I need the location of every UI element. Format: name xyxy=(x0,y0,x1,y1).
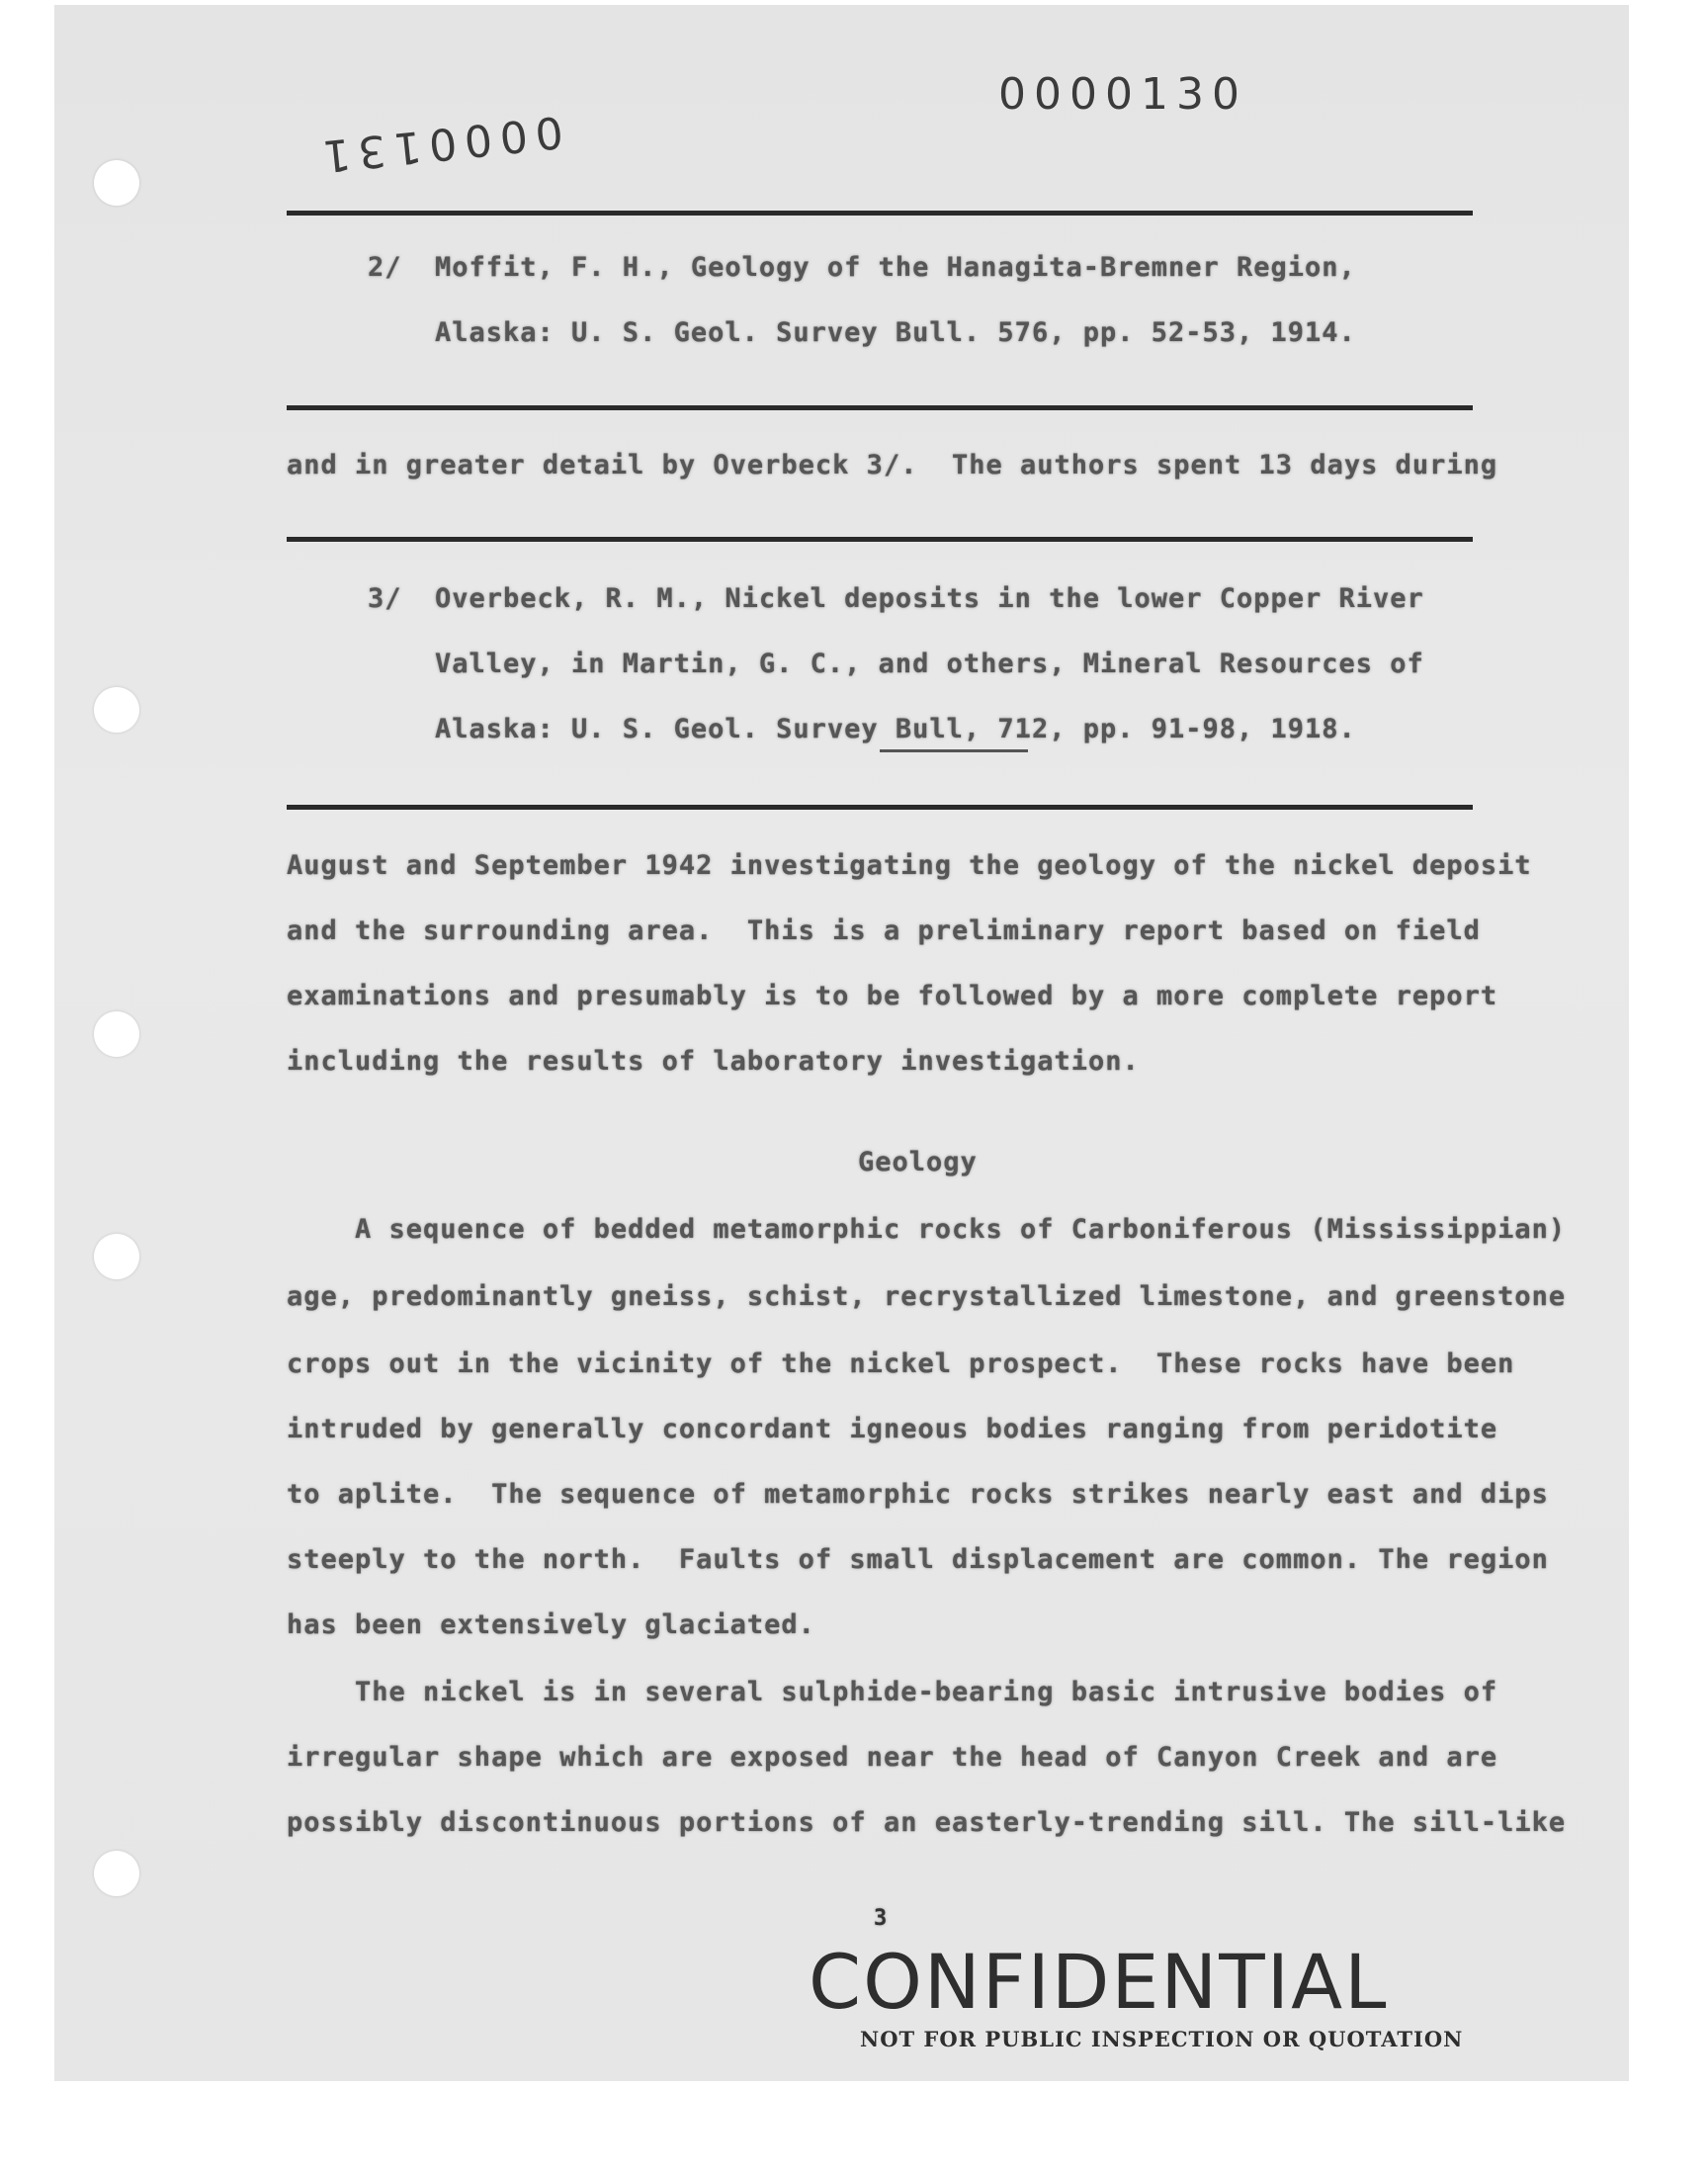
handwritten-page-number: 0000130 xyxy=(998,69,1247,120)
paragraph-line: August and September 1942 investigating the geology of the nickel deposit xyxy=(287,850,1532,881)
paragraph-line: and the surrounding area. This is a preliminary report based on field xyxy=(287,915,1481,946)
body-text-line: and in greater detail by Overbeck 3/. The authors spent 13 days during xyxy=(287,450,1498,480)
paragraph-line: steeply to the north. Faults of small displacement are common. The region xyxy=(287,1544,1549,1575)
footnote-mark: 3/ xyxy=(368,583,402,614)
punch-hole xyxy=(94,1234,139,1279)
handwritten-underline xyxy=(880,749,1028,752)
divider-rule xyxy=(287,537,1473,542)
divider-rule xyxy=(287,805,1473,810)
paragraph-line: examinations and presumably is to be followed by a more complete report xyxy=(287,981,1498,1011)
paragraph-line: possibly discontinuous portions of an easterly-trending sill. The sill-like xyxy=(287,1807,1567,1838)
paragraph-line: irregular shape which are exposed near the head of Canyon Creek and are xyxy=(287,1742,1498,1773)
footnote-line: Alaska: U. S. Geol. Survey Bull. 576, pp. 52-53, 1914. xyxy=(435,317,1356,348)
page-number: 3 xyxy=(874,1906,889,1931)
paragraph-line: to aplite. The sequence of metamorphic rocks strikes nearly east and dips xyxy=(287,1479,1549,1510)
divider-rule xyxy=(287,211,1473,216)
paragraph-line: The nickel is in several sulphide-bearing basic intrusive bodies of xyxy=(287,1677,1498,1707)
paragraph-line: intruded by generally concordant igneous bodies ranging from peridotite xyxy=(287,1414,1498,1444)
punch-hole xyxy=(94,160,139,206)
footnote-mark: 2/ xyxy=(368,252,402,283)
section-heading: Geology xyxy=(858,1147,978,1177)
divider-rule xyxy=(287,405,1473,410)
paragraph-line: including the results of laboratory investigation. xyxy=(287,1046,1140,1077)
punch-hole xyxy=(94,1851,139,1896)
confidential-stamp: CONFIDENTIAL xyxy=(809,1938,1389,2026)
punch-hole xyxy=(94,1011,139,1057)
paragraph-line: A sequence of bedded metamorphic rocks of Carboniferous (Mississippian) xyxy=(287,1214,1567,1245)
paragraph-line: crops out in the vicinity of the nickel prospect. These rocks have been xyxy=(287,1348,1515,1379)
footnote-line: Valley, in Martin, G. C., and others, Mineral Resources of xyxy=(435,649,1424,679)
paragraph-line: has been extensively glaciated. xyxy=(287,1610,815,1640)
handwritten-number-text: 0000131 xyxy=(312,105,565,183)
paragraph-line: age, predominantly gneiss, schist, recrystallized limestone, and greenstone xyxy=(287,1281,1567,1312)
confidential-stamp-subtitle: NOT FOR PUBLIC INSPECTION OR QUOTATION xyxy=(860,2027,1464,2051)
footnote-line: Alaska: U. S. Geol. Survey Bull, 712, pp. 91-98, 1918. xyxy=(435,714,1356,744)
punch-hole xyxy=(94,687,139,733)
footnote-line: Moffit, F. H., Geology of the Hanagita-Bremner Region, xyxy=(435,252,1356,283)
footnote-line: Overbeck, R. M., Nickel deposits in the lower Copper River xyxy=(435,583,1424,614)
